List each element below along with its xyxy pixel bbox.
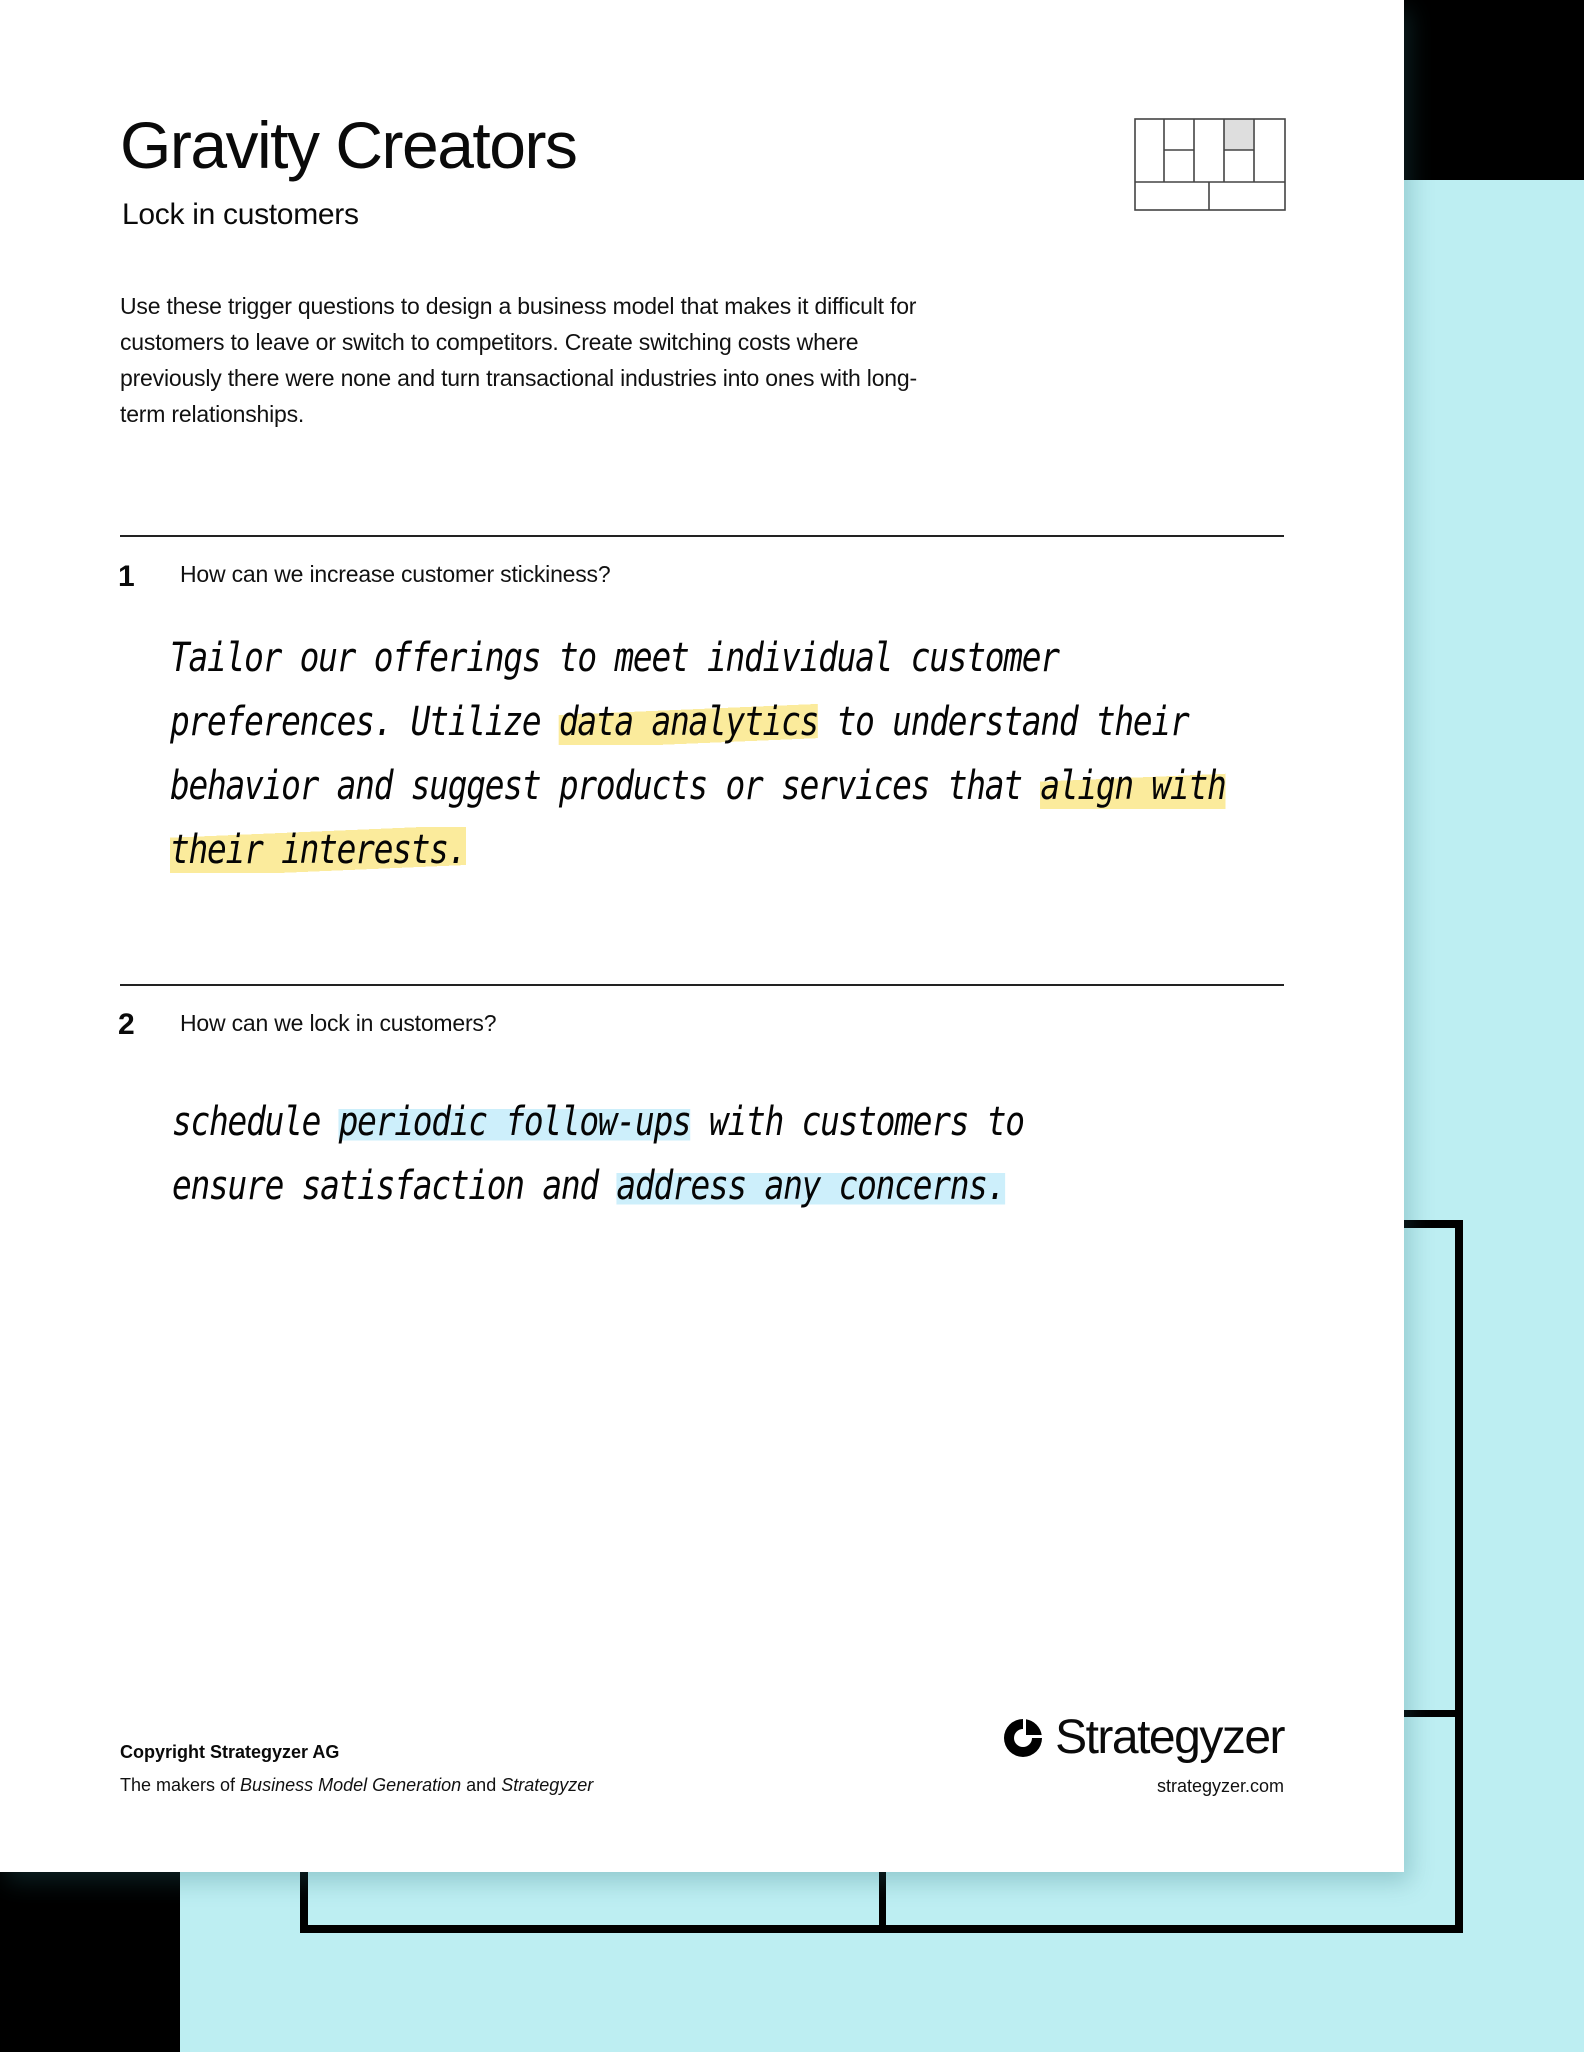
highlighted-text: align with their interests.: [170, 763, 1226, 873]
highlighted-text: data analytics: [558, 699, 819, 745]
copyright-text: Copyright Strategyzer AG: [120, 1742, 340, 1762]
highlighted-text: address any concerns.: [616, 1163, 1006, 1209]
page-subtitle: Lock in customers: [122, 198, 359, 231]
book-title: Business Model Generation: [240, 1775, 462, 1795]
strategyzer-logo-icon: [1001, 1716, 1045, 1760]
logo-wordmark: Strategyzer: [1055, 1711, 1284, 1764]
question-text: How can we lock in customers?: [180, 1010, 497, 1036]
page-title: Gravity Creators: [120, 108, 577, 182]
question-number: 2: [118, 1008, 135, 1041]
answer-text: schedule: [172, 1099, 339, 1145]
question-number: 1: [118, 560, 135, 593]
section-divider: [120, 984, 1284, 986]
product-name: Strategyzer: [501, 1775, 594, 1795]
handwritten-answer: [172, 1090, 1099, 1218]
website-link[interactable]: strategyzer.com: [1156, 1776, 1284, 1796]
makers-text: [120, 1775, 593, 1796]
makers-and: and: [461, 1775, 502, 1795]
answer-text: to understand their behavior and suggest products or services that: [170, 699, 1189, 809]
makers-prefix: The makers of: [120, 1775, 241, 1795]
highlighted-text: periodic follow-ups: [338, 1099, 691, 1145]
decorative-black-block-bottom: [0, 1872, 180, 2052]
intro-paragraph: Use these trigger questions to design a business model that makes it difficult for customers to leave or switch to competitors. Create switching costs where previously there were none and turn transactional industries into ones with long-term relationships.: [120, 293, 917, 427]
section-divider: [120, 535, 1284, 537]
decorative-black-block-top: [1404, 0, 1584, 180]
question-text: How can we increase customer stickiness?: [180, 561, 611, 587]
answer-text: Tailor our offerings to meet individual customer preferences. Utilize: [170, 635, 1059, 745]
answer-text: with customers to ensure satisfaction and: [172, 1099, 1024, 1209]
strategyzer-logo[interactable]: [1001, 1711, 1284, 1764]
handwritten-answer: [170, 626, 1228, 882]
business-model-canvas-icon: [1134, 118, 1286, 211]
